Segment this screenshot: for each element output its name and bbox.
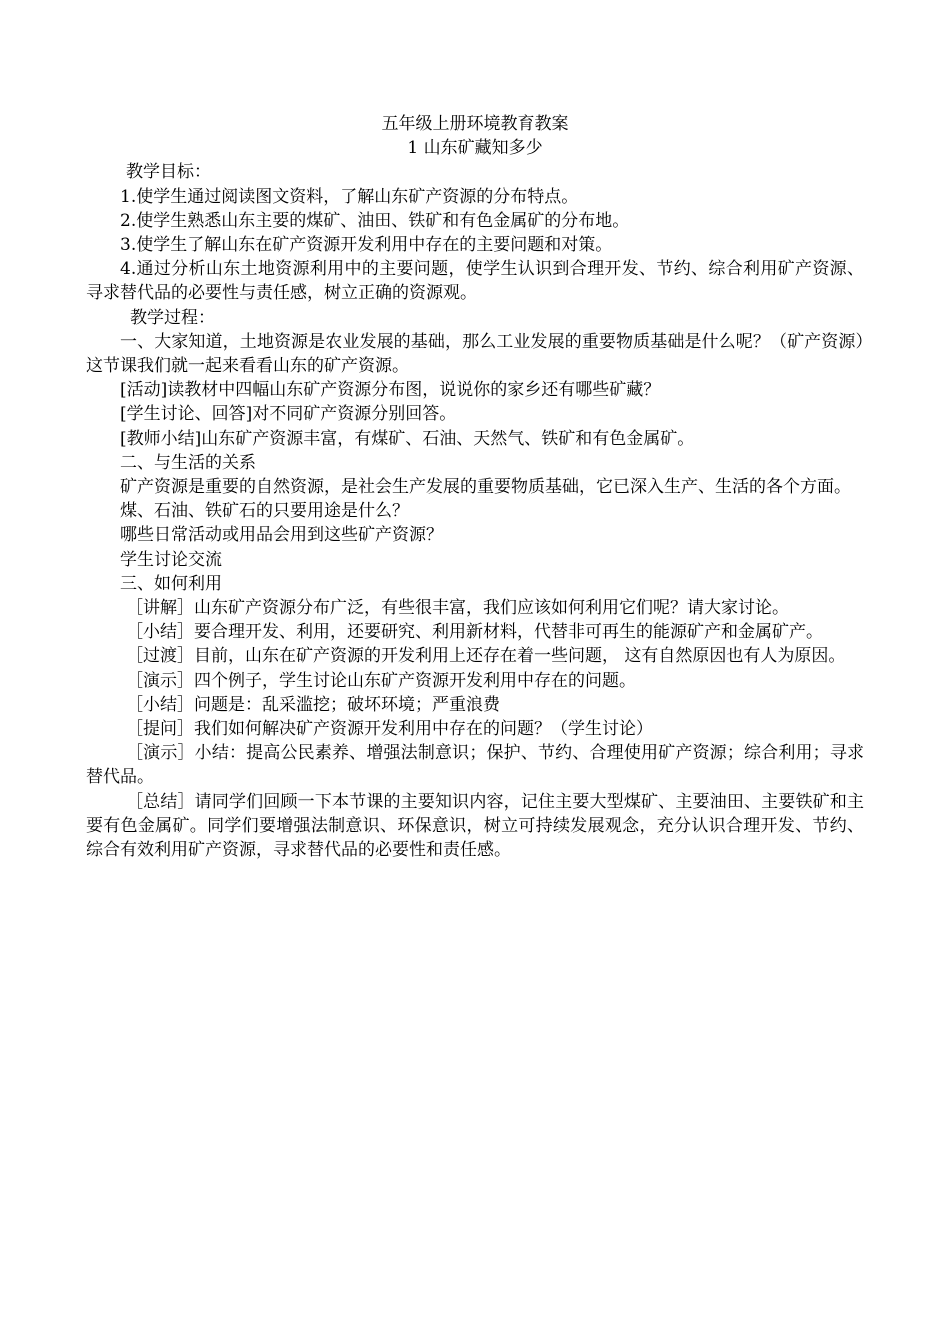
demo-paragraph-2: ［演示］小结：提高公民素养、增强法制意识；保护、节约、合理使用矿产资源；综合利用；寻求替代品。 bbox=[86, 743, 864, 788]
conclusion-paragraph: ［总结］请同学们回顾一下本节课的主要知识内容，记住主要大型煤矿、主要油田、主要铁矿和主要有色金属矿。同学们要增强法制意识、环保意识，树立可持续发展观念，充分认识合理开发、节约、综合有效利用矿产资源，寻求替代品的必要性和责任感。 bbox=[86, 791, 864, 861]
section-heading-process: 教学过程： bbox=[130, 307, 215, 328]
section-heading-life: 二、与生活的关系 bbox=[120, 452, 256, 473]
section-heading-usage: 三、如何利用 bbox=[120, 573, 222, 594]
question-daily: 哪些日常活动或用品会用到这些矿产资源？ bbox=[120, 525, 443, 546]
summary-paragraph-2: ［小结］问题是：乱采滥挖；破坏环境；严重浪费 bbox=[126, 694, 500, 715]
transition-paragraph: ［过渡］目前，山东在矿产资源的开发利用上还存在着一些问题， 这有自然原因也有人为原因。 bbox=[126, 646, 846, 667]
objective-4: 4.通过分析山东土地资源利用中的主要问题，使学生认识到合理开发、节约、综合利用矿产资源、寻求替代品的必要性与责任感，树立正确的资源观。 bbox=[86, 259, 864, 304]
summary-paragraph-1: ［小结］要合理开发、利用，还要研究、利用新材料，代替非可再生的能源矿产和金属矿产。 bbox=[126, 622, 823, 643]
question-paragraph: ［提问］我们如何解决矿产资源开发利用中存在的问题？（学生讨论） bbox=[126, 719, 653, 740]
section-heading-objectives: 教学目标： bbox=[126, 162, 211, 183]
student-discussion-paragraph: [学生讨论、回答]对不同矿产资源分别回答。 bbox=[120, 404, 457, 425]
document-page bbox=[86, 112, 864, 862]
discussion-note: 学生讨论交流 bbox=[120, 549, 222, 570]
process-intro: 一、大家知道，土地资源是农业发展的基础，那么工业发展的重要物质基础是什么呢？（矿产资源）这节课我们就一起来看看山东的矿产资源。 bbox=[86, 331, 864, 377]
demo-paragraph-1: ［演示］四个例子，学生讨论山东矿产资源开发利用中存在的问题。 bbox=[126, 670, 636, 691]
objective-2: 2.使学生熟悉山东主要的煤矿、油田、铁矿和有色金属矿的分布地。 bbox=[120, 210, 630, 231]
life-paragraph: 矿产资源是重要的自然资源，是社会生产发展的重要物质基础，它已深入生产、生活的各个方面。 bbox=[120, 477, 851, 498]
objective-1: 1.使学生通过阅读图文资料，了解山东矿产资源的分布特点。 bbox=[120, 186, 579, 207]
explanation-paragraph: ［讲解］山东矿产资源分布广泛，有些很丰富，我们应该如何利用它们呢？请大家讨论。 bbox=[126, 598, 789, 619]
document-subtitle: 1 山东矿藏知多少 bbox=[407, 138, 543, 159]
objective-3: 3.使学生了解山东在矿产资源开发利用中存在的主要问题和对策。 bbox=[120, 235, 613, 256]
teacher-summary-paragraph: [教师小结]山东矿产资源丰富，有煤矿、石油、天然气、铁矿和有色金属矿。 bbox=[120, 428, 695, 449]
activity-paragraph: [活动]读教材中四幅山东矿产资源分布图，说说你的家乡还有哪些矿藏？ bbox=[120, 380, 661, 401]
document-title: 五年级上册环境教育教案 bbox=[381, 114, 569, 134]
question-uses: 煤、石油、铁矿石的只要用途是什么？ bbox=[120, 501, 409, 522]
